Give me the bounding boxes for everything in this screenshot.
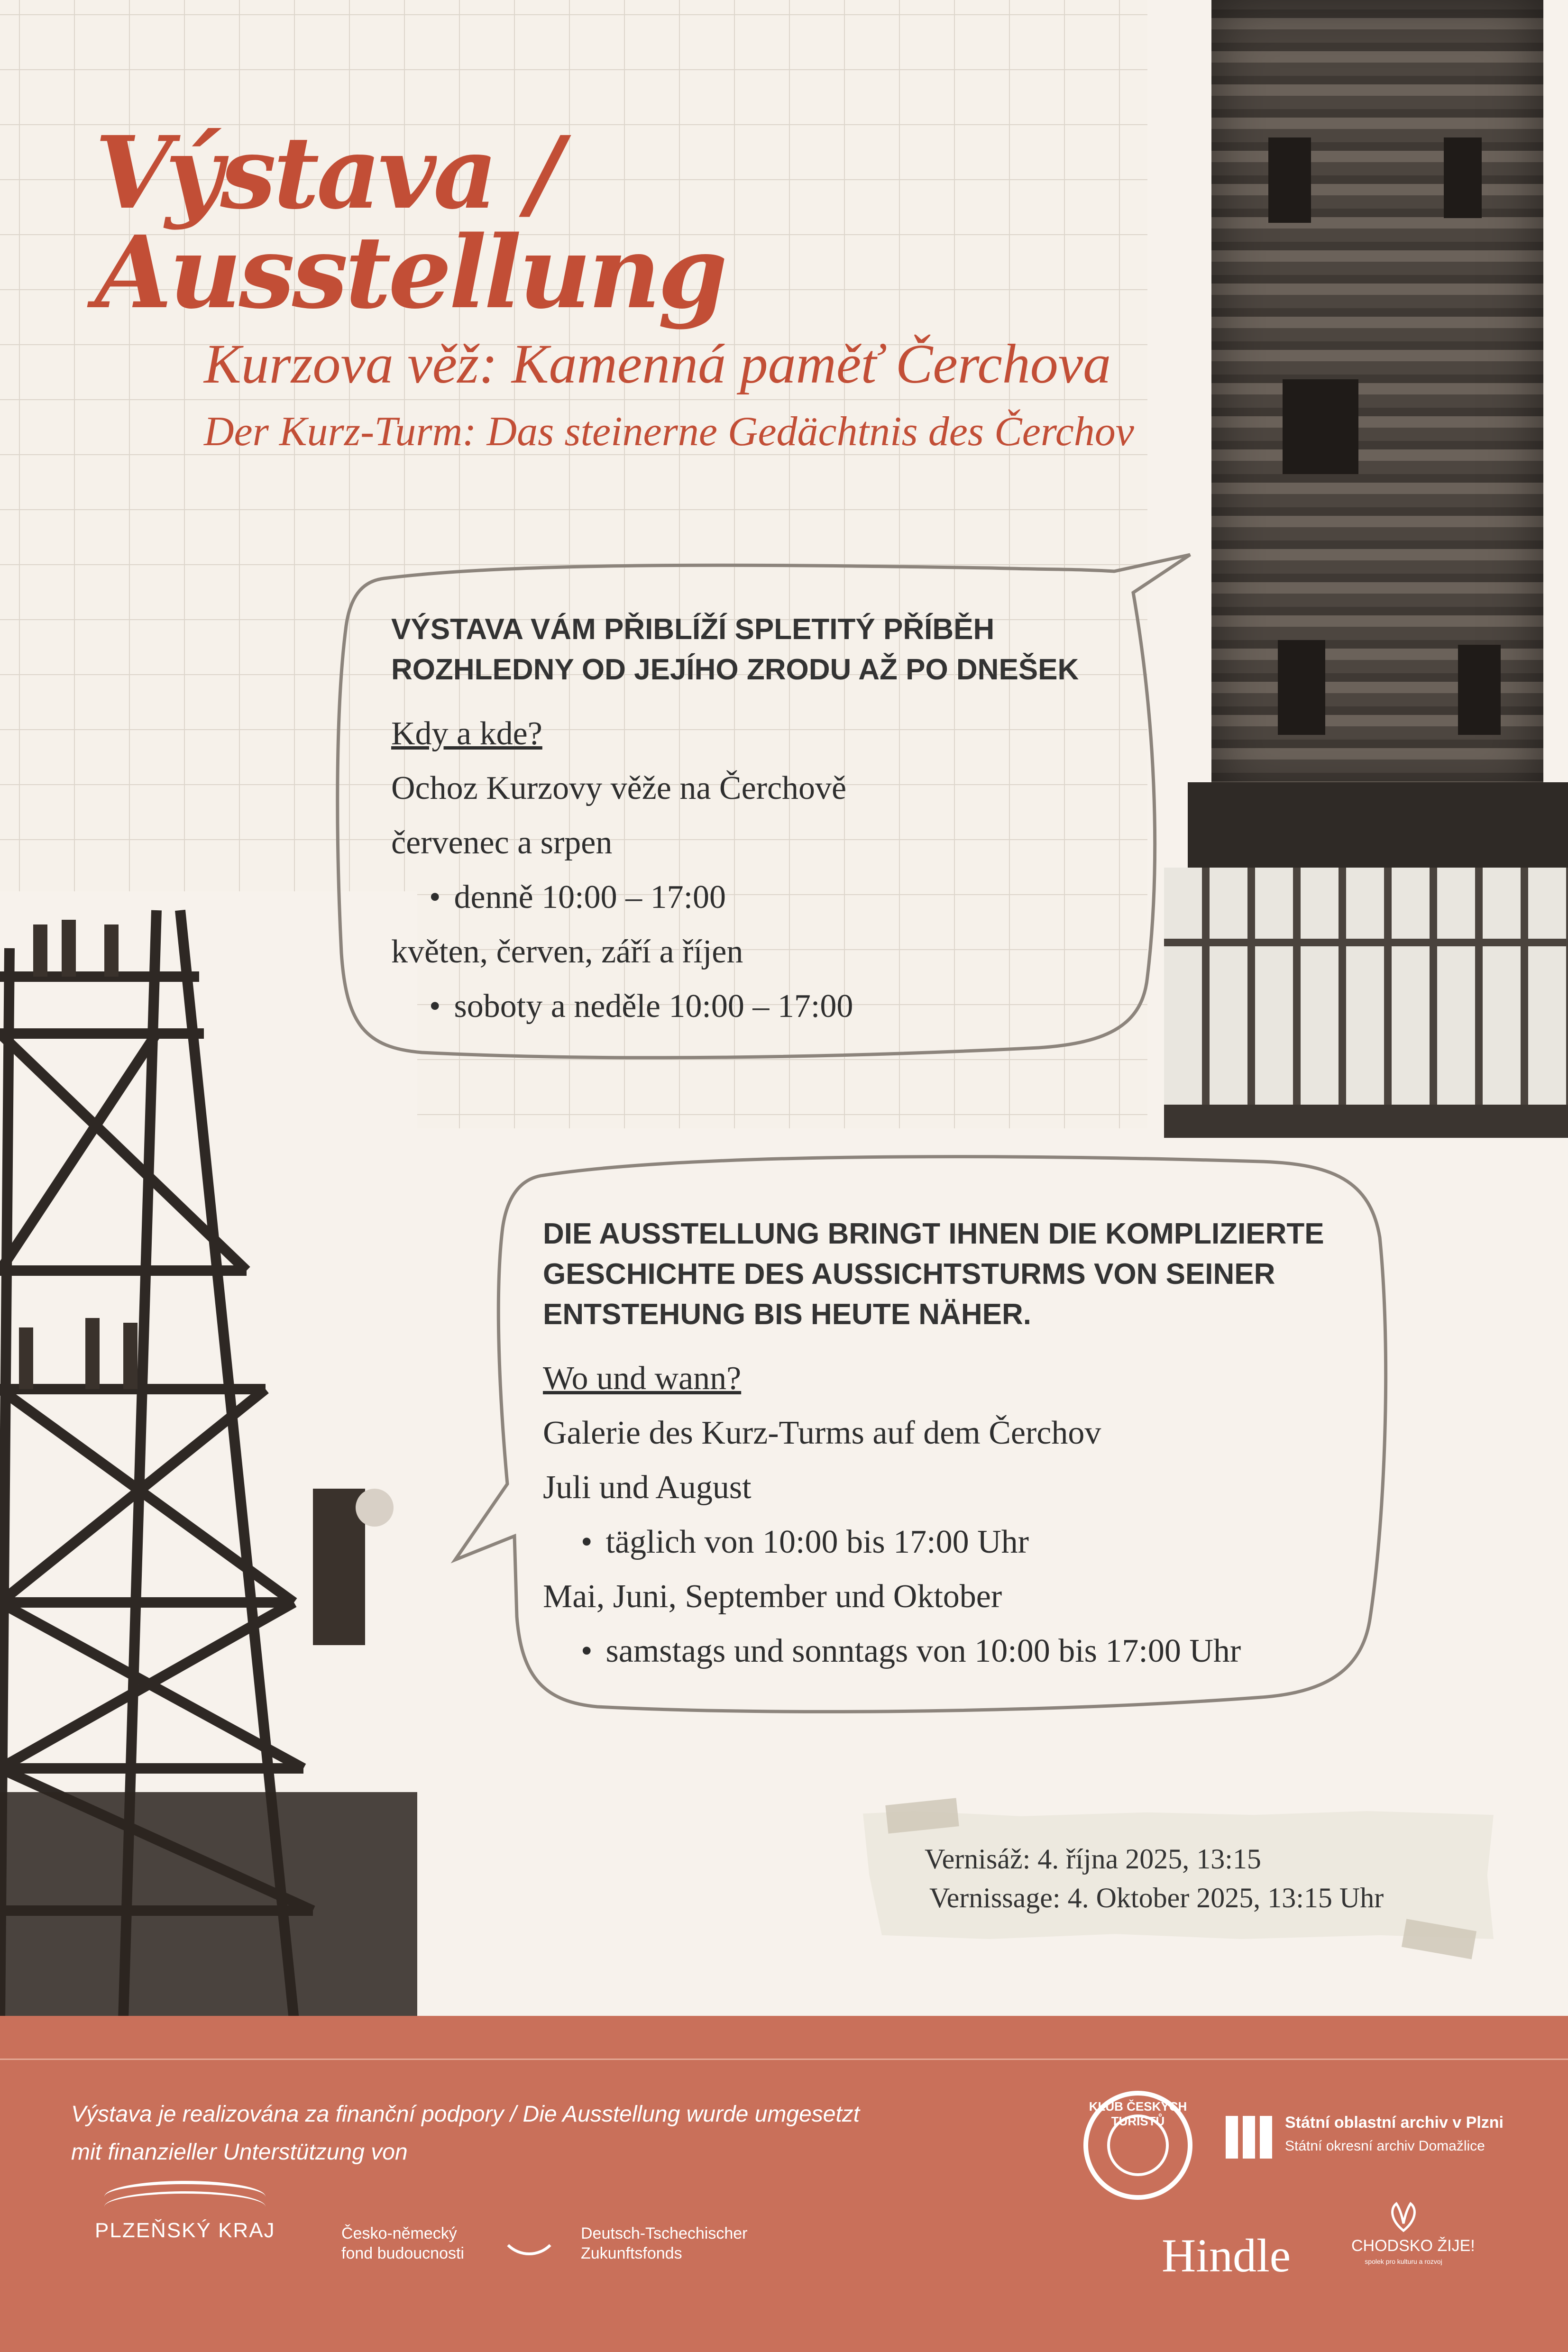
period-text: Mai, Juni, September und Oktober [543,1578,1002,1615]
tower-gallery-windows [1164,868,1568,1105]
archive-logo-icon [1226,2116,1273,2159]
hours-text: • samstags und sonntags von 10:00 bis 17:00 Uhr [543,1624,1324,1678]
chodsko-label: CHODSKO ŽIJE! [1351,2237,1475,2255]
future-fund-logo-icon [498,2193,560,2255]
venue-text: Ochoz Kurzovy věže na Čerchově [391,770,847,806]
kct-emblem-icon [1107,2114,1169,2176]
tower-photo [1164,0,1568,1138]
hours-text: • denně 10:00 – 17:00 [391,870,1079,924]
period-text: květen, červen, září a říjen [391,933,743,970]
chodsko-sublabel: spolek pro kulturu a rozvoj [1365,2258,1442,2265]
hindle-logo: Hindle [1162,2229,1291,2282]
bubble-heading: ROZHLEDNY OD JEJÍHO ZRODU AŽ PO DNEŠEK [391,653,1079,686]
bubble-heading: GESCHICHTE DES AUSSICHTSTURMS VON SEINER [543,1258,1275,1290]
tower-window [1268,137,1311,223]
tower-foot [1164,1105,1568,1138]
funding-note [71,2096,860,2171]
logo-arc [104,2191,266,2222]
flower-icon [1387,2200,1420,2233]
speech-bubble-czech [327,550,1190,1090]
bubble-heading: DIE AUSSTELLUNG BRINGT IHNEN DIE KOMPLIZIERTE [543,1217,1324,1250]
funding-line: mit finanzieller Unterstützung von [71,2140,408,2165]
footer-divider [0,2059,1568,2060]
tower-window [1283,379,1358,474]
vernissage-german: Vernissage: 4. Oktober 2025, 13:15 Uhr [929,1882,1384,1913]
when-where-label: Kdy a kde? [391,715,542,752]
subtitle-czech: Kurzova věž: Kamenná paměť Čerchova [204,333,1111,395]
funding-line: Výstava je realizována za finanční podpory / Die Ausstellung wurde umgesetzt [71,2102,860,2127]
fund-czech-label [341,2224,464,2263]
tower-window [1458,645,1501,735]
vernissage-czech: Vernisáž: 4. října 2025, 13:15 [925,1843,1261,1875]
fund-czech-line: Česko-německý [341,2224,457,2242]
subtitle-german: Der Kurz-Turm: Das steinerne Gedächtnis des Čerchov [204,409,1134,455]
period-text: Juli und August [543,1469,752,1506]
fund-german-label [581,2224,747,2263]
tower-base [1188,782,1568,868]
vernissage-text [925,1840,1384,1917]
venue-text: Galerie des Kurz-Turms auf dem Čerchov [543,1415,1101,1451]
fund-german-line: Deutsch-Tschechischer [581,2224,748,2242]
speech-bubble-german [455,1143,1403,1730]
archive-name: Státní oblastní archiv v Plzni [1285,2114,1504,2132]
bubble-heading: VÝSTAVA VÁM PŘIBLÍŽÍ SPLETITÝ PŘÍBĚH [391,613,995,646]
kct-label: KLUB ČESKÝCH TURISTŮ [1089,2099,1187,2128]
fund-czech-line: fond budoucnosti [341,2244,464,2262]
when-where-label: Wo und wann? [543,1360,742,1397]
archive-subname: Státní okresní archiv Domažlice [1285,2138,1485,2154]
fund-german-line: Zukunftsfonds [581,2244,682,2262]
hours-text: • soboty a neděle 10:00 – 17:00 [391,979,1079,1034]
poster-title: Výstava / Ausstellung [95,114,725,331]
bubble-heading: ENTSTEHUNG BIS HEUTE NÄHER. [543,1298,1031,1331]
tower-window [1444,137,1482,218]
plzensky-kraj-logo [76,2181,299,2242]
kct-logo [1083,2091,1192,2200]
chodsko-logo [1351,2200,1475,2285]
tower-window [1278,640,1325,735]
period-text: červenec a srpen [391,824,613,861]
hours-text: • täglich von 10:00 bis 17:00 Uhr [543,1515,1324,1569]
plzensky-kraj-label: PLZEŇSKÝ KRAJ [95,2219,275,2242]
